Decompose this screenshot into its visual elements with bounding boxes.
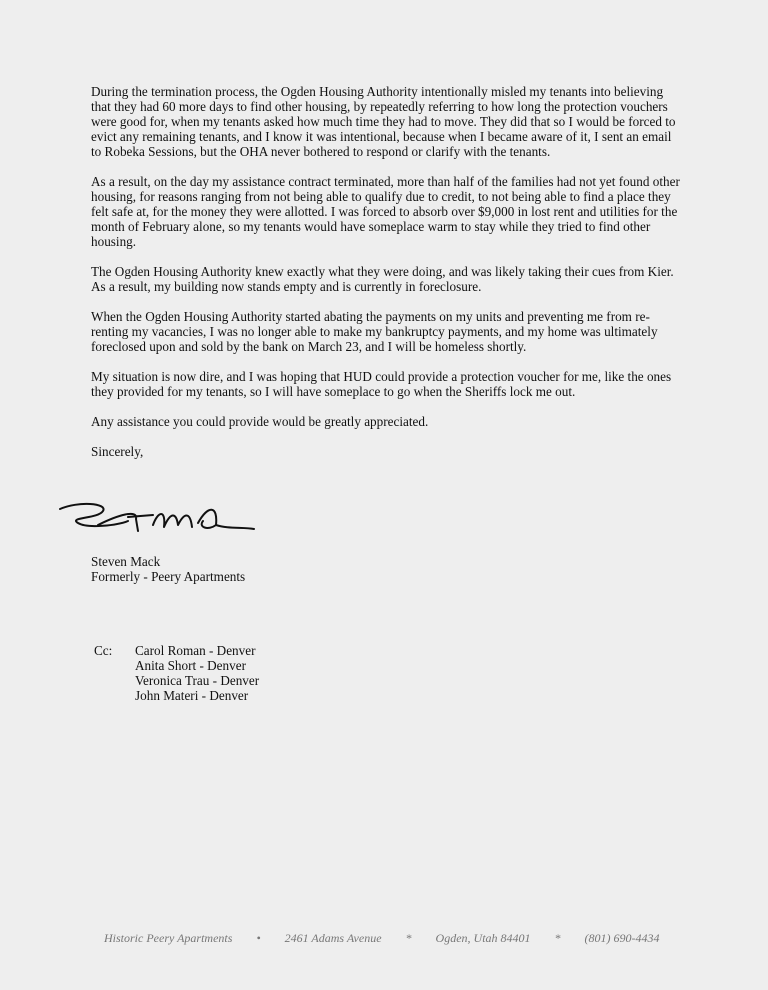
paragraph-housing-authority: The Ogden Housing Authority knew exactly what they were doing, and was likely taking their cues from Kier. As a result, my building now stands empty and is currently in foreclosure. bbox=[91, 264, 674, 294]
cc-block bbox=[94, 643, 259, 703]
footer-separator: * bbox=[554, 931, 561, 945]
cc-recipient: John Materi - Denver bbox=[135, 688, 249, 703]
paragraph-termination: During the termination process, the Ogden Housing Authority intentionally misled my tenants into believing that they had 60 more days to find other housing, by repeatedly referring to how long the protection vouchers were good for, when my tenants asked how much time they had to move. They did that so I would be forced to evict any remaining tenants, and I know it was intentional, because when I became aware of it, I sent an email to Robeka Sessions, but the OHA never bothered to respond or clarify with the tenants. bbox=[91, 84, 676, 159]
paragraph-thanks: Any assistance you could provide would be greatly appreciated. bbox=[91, 414, 429, 429]
footer-separator: * bbox=[405, 931, 412, 945]
closing: Sincerely, bbox=[91, 444, 144, 459]
footer-address: 2461 Adams Avenue bbox=[284, 931, 382, 945]
cc-label: Cc: bbox=[94, 643, 113, 658]
signer-title: Formerly - Peery Apartments bbox=[91, 569, 246, 584]
footer-name: Historic Peery Apartments bbox=[104, 931, 233, 945]
cc-list bbox=[135, 643, 259, 703]
cc-recipient: Carol Roman - Denver bbox=[135, 643, 256, 658]
footer-separator: • bbox=[256, 931, 261, 945]
letter-body bbox=[91, 84, 681, 474]
paragraph-result: As a result, on the day my assistance contract terminated, more than half of the families had not yet found other housing, for reasons ranging from not being able to qualify due to credit, to not being able to find a place they felt safe at, for the money they were allotted. I was forced to absorb over $9,000 in lost rent and utilities for the month of February alone, so my tenants would have someplace warm to stay while they tried to find other housing. bbox=[91, 174, 680, 249]
letterhead-footer bbox=[104, 931, 724, 946]
cc-recipient: Anita Short - Denver bbox=[135, 658, 246, 673]
cc-recipient: Veronica Trau - Denver bbox=[135, 673, 260, 688]
signer-name: Steven Mack bbox=[91, 554, 161, 569]
footer-phone: (801) 690-4434 bbox=[584, 931, 660, 945]
signer-block bbox=[91, 554, 245, 584]
footer-city: Ogden, Utah 84401 bbox=[435, 931, 531, 945]
paragraph-foreclosure: When the Ogden Housing Authority started abating the payments on my units and preventing me from re-renting my vacancies, I was no longer able to make my bankruptcy payments, and my home was ultimately foreclosed upon and sold by the bank on March 23, and I will be homeless shortly. bbox=[91, 309, 658, 354]
paragraph-request: My situation is now dire, and I was hoping that HUD could provide a protection voucher for me, like the ones they provided for my tenants, so I will have someplace to go when the Sheriffs lock me out. bbox=[91, 369, 672, 399]
signature bbox=[58, 495, 258, 535]
signature-icon bbox=[58, 495, 258, 535]
